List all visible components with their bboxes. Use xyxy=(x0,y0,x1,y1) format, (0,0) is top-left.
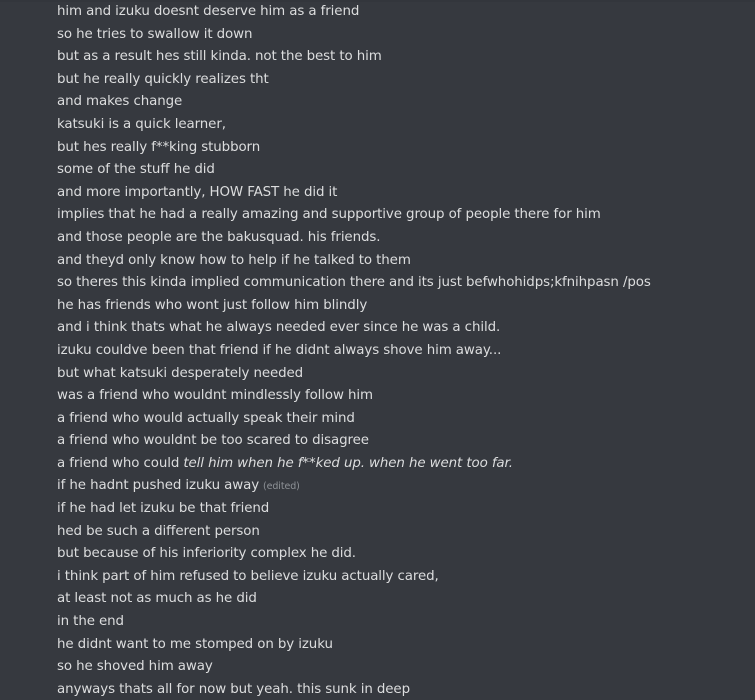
message-line: a friend who wouldnt be too scared to disagree xyxy=(57,433,369,449)
message-line: so theres this kinda implied communication there and its just befwhohidps;kfnihpasn /pos xyxy=(57,275,651,291)
message-line-edited xyxy=(57,475,747,498)
message-text: a friend who could xyxy=(57,455,184,471)
edited-label: (edited) xyxy=(263,481,300,493)
message-line: and makes change xyxy=(57,94,183,110)
message-line: if he had let izuku be that friend xyxy=(57,501,270,517)
message-line: i think part of him refused to believe izuku actually cared, xyxy=(57,568,439,584)
message-text: if he hadnt pushed izuku away xyxy=(57,478,260,494)
message-line: izuku couldve been that friend if he didnt always shove him away... xyxy=(57,342,502,358)
message-line: and i think thats what he always needed ever since he was a child. xyxy=(57,320,501,336)
message-line: but as a result hes still kinda. not the best to him xyxy=(57,49,382,65)
message-line: but hes really f**king stubborn xyxy=(57,139,261,155)
message-line: implies that he had a really amazing and supportive group of people there for him xyxy=(57,207,601,223)
message-line: at least not as much as he did xyxy=(57,591,257,607)
message-line-italic xyxy=(57,453,747,476)
message-line: some of the stuff he did xyxy=(57,162,215,178)
message-line: in the end xyxy=(57,614,124,630)
message-list xyxy=(57,1,747,700)
message-line: so he shoved him away xyxy=(57,659,213,675)
message-line: a friend who would actually speak their mind xyxy=(57,410,355,426)
message-line: but because of his inferiority complex he did. xyxy=(57,546,356,562)
message-line: he didnt want to me stomped on by izuku xyxy=(57,636,333,652)
message-italic-text: tell him when he f**ked up. when he went too far. xyxy=(183,455,513,471)
message-line: but what katsuki desperately needed xyxy=(57,365,304,381)
message-line: and theyd only know how to help if he talked to them xyxy=(57,252,411,268)
message-line: he has friends who wont just follow him blindly xyxy=(57,297,368,313)
message-line: was a friend who wouldnt mindlessly follow him xyxy=(57,388,373,404)
message-line: him and izuku doesnt deserve him as a friend xyxy=(57,4,360,19)
message-line: anyways thats all for now but yeah. this sunk in deep xyxy=(57,681,410,697)
message-line: and those people are the bakusquad. his friends. xyxy=(57,229,381,245)
message-line: but he really quickly realizes tht xyxy=(57,71,269,87)
message-line: so he tries to swallow it down xyxy=(57,26,253,42)
message-line: hed be such a different person xyxy=(57,523,260,539)
message-line: and more importantly, HOW FAST he did it xyxy=(57,184,338,200)
message-line: katsuki is a quick learner, xyxy=(57,116,226,132)
